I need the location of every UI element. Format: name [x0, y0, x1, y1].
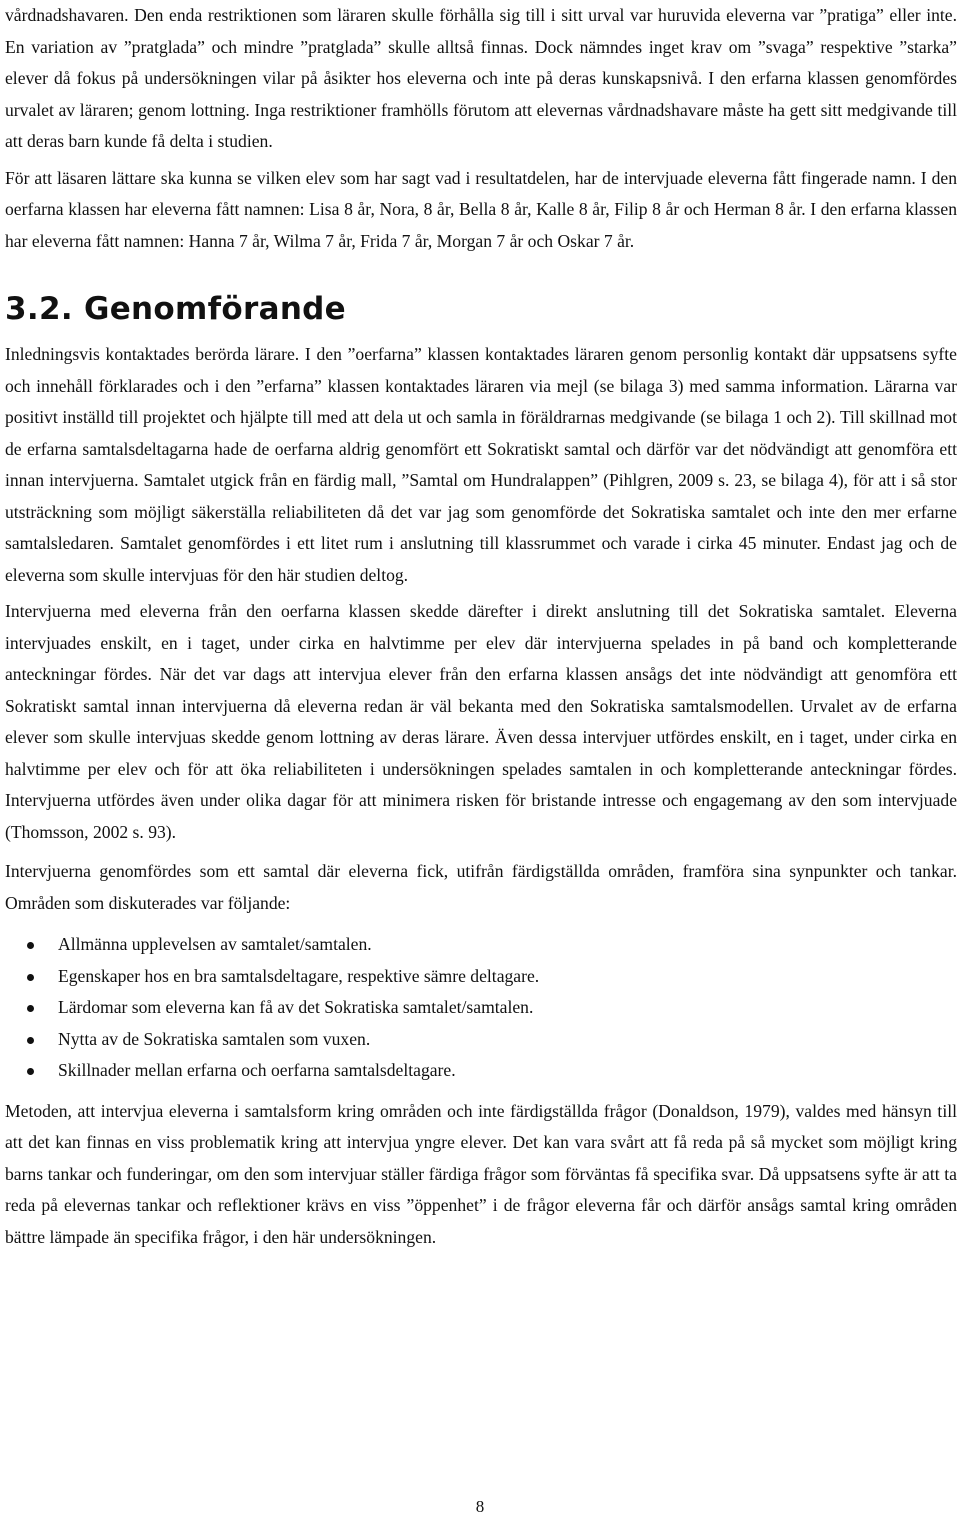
paragraph-selection-restrictions: vårdnadshavaren. Den enda restriktionen som läraren skulle förhålla sig till i sitt urval var huruvida eleverna var ”pratiga” eller inte. En variation av ”pratglada” och mindre ”pratglada” skulle alltså finnas. Dock nämndes inget krav om ”svaga” respektive ”starka” elever då fokus på undersökningen vilar på åsikter hos eleverna och inte på deras kunskapsnivå. I den erfarna klassen genomfördes urvalet av läraren; genom lottning. Inga restriktioner framhölls förutom att elevernas vårdnadshavare måste ha gett sitt medgivande till att deras barn kunde få delta i studien.: [5, 5, 957, 151]
document-page: [5, 0, 957, 1253]
list-item: Lärdomar som eleverna kan få av det Sokratiska samtalet/samtalen.: [5, 992, 957, 1024]
bullet-icon: [27, 1005, 34, 1012]
bullet-icon: [27, 1037, 34, 1044]
list-item: Egenskaper hos en bra samtalsdeltagare, respektive sämre deltagare.: [5, 961, 957, 993]
list-item: Allmänna upplevelsen av samtalet/samtalen.: [5, 929, 957, 961]
paragraph-discussion-areas: Intervjuerna genomfördes som ett samtal där eleverna fick, utifrån färdigställda områden, framföra sina synpunkter och tankar. Områden som diskuterades var följande:: [5, 861, 957, 913]
paragraph-fictitious-names: För att läsaren lättare ska kunna se vilken elev som har sagt vad i resultatdelen, har de intervjuade eleverna fått fingerade namn. I den oerfarna klassen har eleverna fått namnen: Lisa 8 år, Nora, 8 år, Bella 8 år, Kalle 8 år, Filip 8 år och Herman 8 år. I den erfarna klassen har eleverna fått namnen: Hanna 7 år, Wilma 7 år, Frida 7 år, Morgan 7 år och Oskar 7 år.: [5, 167, 957, 251]
section-heading: 3.2. Genomförande: [5, 291, 346, 327]
bullet-icon: [27, 1068, 34, 1075]
list-item: Nytta av de Sokratiska samtalen som vuxen.: [5, 1024, 957, 1056]
discussion-areas-list: [5, 929, 957, 1087]
page-number: 8: [475, 1497, 485, 1516]
list-item: Skillnader mellan erfarna och oerfarna samtalsdeltagare.: [5, 1055, 957, 1087]
paragraph-method-rationale: Metoden, att intervjua eleverna i samtalsform kring områden och inte färdigställda frågor (Donaldson, 1979), valdes med hänsyn till att det kan finnas en viss problematik kring att intervjua yngre elever. Det kan vara svårt att få reda på så mycket som möjligt kring barns tankar och funderingar, om den som intervjuar ställer färdiga frågor som förväntas få specifika svar. Då uppsatsens syfte är att ta reda på elevernas tankar och reflektioner krävs en viss ”öppenhet” i de frågor eleverna får och därför ansågs samtal kring områden bättre lämpade än specifika frågor, i den här undersökningen.: [5, 1100, 957, 1247]
paragraph-procedure: Inledningsvis kontaktades berörda lärare. I den ”oerfarna” klassen kontaktades läraren genom personlig kontakt där uppsatsens syfte och innehåll förklarades och i den ”erfarna” klassen kontaktades läraren via mejl (se bilaga 3) med samma information. Lärarna var positivt inställd till projektet och hjälpte till med att dela ut och samla in föräldrarnas medgivande (se bilaga 1 och 2). Till skillnad mot de erfarna samtalsdeltagarna hade de oerfarna aldrig genomfört ett Sokratiskt samtal och därför var det nödvändigt att genomföra ett innan intervjuerna. Samtalet utgick från en färdig mall, ”Samtal om Hundralappen” (Pihlgren, 2009 s. 23, se bilaga 4), för att i så stor utsträckning som möjligt säkerställa reliabiliteten då det var jag som genomförde det Sokratiska samtalet och inte den mer erfarne samtalsledaren. Samtalet genomfördes i ett litet rum i anslutning till klassrummet och varade i cirka 45 minuter. Endast jag och de eleverna som skulle intervjuas för den här studien deltog.: [5, 344, 957, 585]
paragraph-interviews: Intervjuerna med eleverna från den oerfarna klassen skedde därefter i direkt anslutning till det Sokratiska samtalet. Eleverna intervjuades enskilt, en i taget, under cirka en halvtimme per elev där intervjuerna spelades in på band och kompletterande anteckningar fördes. När det var dags att intervjua elever från den erfarna klassen ansågs det inte nödvändigt att genomföra ett Sokratiskt samtal innan intervjuerna då eleverna redan är väl bekanta med den Sokratiska samtalsmodellen. Urvalet av de erfarna elever som skulle intervjuas skedde genom lottning av deras lärare. Även dessa intervjuer utfördes enskilt, en i taget, under cirka en halvtimme per elev och för att öka reliabiliteten i undersökningen spelades samtalen in och kompletterande anteckningar fördes. Intervjuerna utfördes även under olika dagar för att minimera risken för bristande intresse och engagemang av den som intervjuade (Thomsson, 2002 s. 93).: [5, 601, 957, 842]
bullet-icon: [27, 974, 34, 981]
bullet-icon: [27, 942, 34, 949]
